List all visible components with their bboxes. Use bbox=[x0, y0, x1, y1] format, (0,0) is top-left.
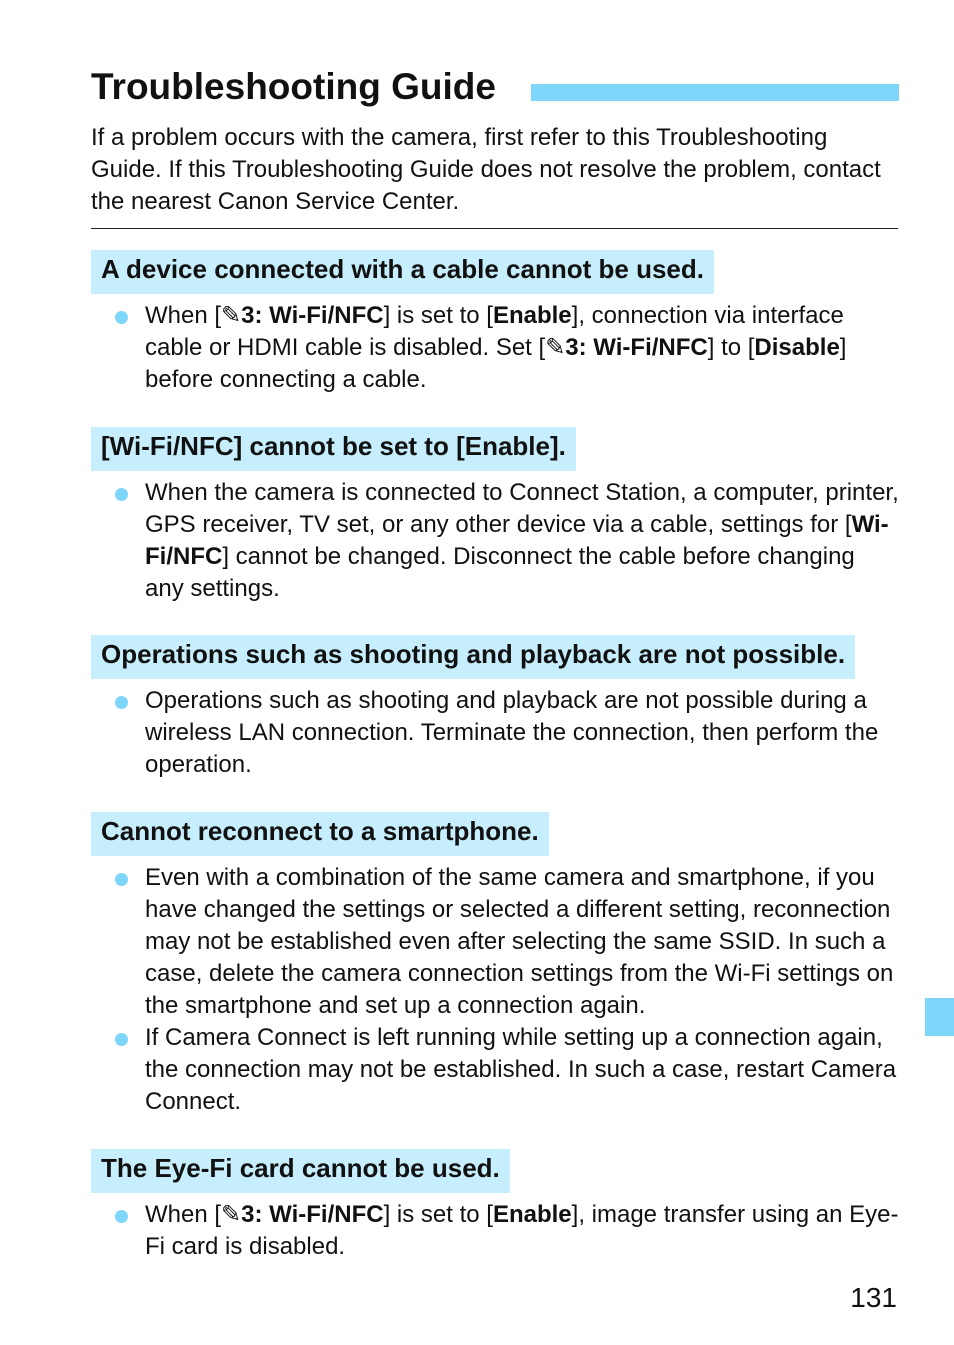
section-reconnect bbox=[91, 812, 899, 1118]
item-list bbox=[91, 685, 899, 781]
list-item bbox=[91, 1199, 899, 1263]
item-text: If Camera Connect is left running while setting up a connection again, the connection may not be established. In such a case, restart Camera Connect. bbox=[145, 1024, 897, 1115]
section-wifi-enable bbox=[91, 427, 899, 605]
bullet-dot bbox=[115, 1033, 128, 1046]
title-accent-bar bbox=[531, 84, 899, 101]
item-text: ] to [ bbox=[707, 334, 755, 361]
section-eye-fi bbox=[91, 1149, 899, 1263]
item-text: Operations such as shooting and playback are not possible during a wireless LAN connection. Terminate the connection, then perform the operation. bbox=[145, 687, 879, 778]
wrench-icon: ✎ bbox=[545, 334, 566, 361]
page-number: 131 bbox=[850, 1282, 897, 1313]
menu-name: 3: Wi-Fi/NFC bbox=[241, 1201, 384, 1228]
item-text: When [ bbox=[145, 302, 222, 329]
wrench-icon: ✎ bbox=[221, 1201, 242, 1228]
item-text: ] cannot be changed. Disconnect the cable before changing any settings. bbox=[145, 543, 855, 602]
bullet-dot bbox=[115, 873, 128, 886]
list-item bbox=[91, 1022, 899, 1118]
section-heading: Cannot reconnect to a smartphone. bbox=[91, 812, 549, 856]
section-heading: [Wi-Fi/NFC] cannot be set to [Enable]. bbox=[91, 427, 576, 471]
menu-name: 3: Wi-Fi/NFC bbox=[565, 334, 708, 361]
intro-paragraph: If a problem occurs with the camera, first refer to this Troubleshooting Guide. If this Troubleshooting Guide does not resolve the problem, contact the nearest Canon Service Center. bbox=[91, 124, 881, 215]
option-name: Enable bbox=[492, 302, 572, 329]
bullet-dot bbox=[115, 1210, 128, 1223]
item-list bbox=[91, 1199, 899, 1263]
item-text: ] is set to [ bbox=[383, 1201, 493, 1228]
list-item bbox=[91, 477, 899, 605]
item-text: ], connection via interface cable or HDMI cable is disabled. Set [ bbox=[145, 302, 844, 361]
option-name: Disable bbox=[754, 334, 840, 361]
item-text: When [ bbox=[145, 1201, 222, 1228]
section-heading: Operations such as shooting and playback are not possible. bbox=[91, 635, 855, 679]
title-row bbox=[91, 64, 899, 114]
chapter-edge-tab bbox=[925, 998, 954, 1036]
menu-name: 3: Wi-Fi/NFC bbox=[241, 302, 384, 329]
item-list bbox=[91, 300, 899, 396]
list-item bbox=[91, 300, 899, 396]
item-text: When the camera is connected to Connect Station, a computer, printer, GPS receiver, TV set, or any other device via a cable, settings for [ bbox=[145, 479, 899, 538]
bullet-dot bbox=[115, 696, 128, 709]
item-text: Even with a combination of the same camera and smartphone, if you have changed the settings or selected a different setting, reconnection may not be established even after selecting the same SSID. In such a case, delete the camera connection settings from the Wi-Fi settings on the smartphone and set up a connection again. bbox=[145, 864, 894, 1019]
item-list bbox=[91, 477, 899, 605]
section-cable-device bbox=[91, 250, 899, 396]
bullet-dot bbox=[115, 488, 128, 501]
page-title: Troubleshooting Guide bbox=[91, 66, 496, 107]
menu-name: Wi-Fi/NFC bbox=[145, 511, 889, 570]
section-heading: A device connected with a cable cannot be used. bbox=[91, 250, 714, 294]
item-list bbox=[91, 862, 899, 1118]
bullet-dot bbox=[115, 311, 128, 324]
list-item bbox=[91, 685, 899, 781]
divider bbox=[91, 228, 898, 229]
section-heading: The Eye-Fi card cannot be used. bbox=[91, 1149, 510, 1193]
wrench-icon: ✎ bbox=[221, 302, 242, 329]
option-name: Enable bbox=[492, 1201, 572, 1228]
section-operations bbox=[91, 635, 899, 781]
item-text: ] before connecting a cable. bbox=[145, 334, 847, 393]
item-text: ] is set to [ bbox=[383, 302, 493, 329]
list-item bbox=[91, 862, 899, 1022]
item-text: ], image transfer using an Eye-Fi card is disabled. bbox=[145, 1201, 899, 1260]
